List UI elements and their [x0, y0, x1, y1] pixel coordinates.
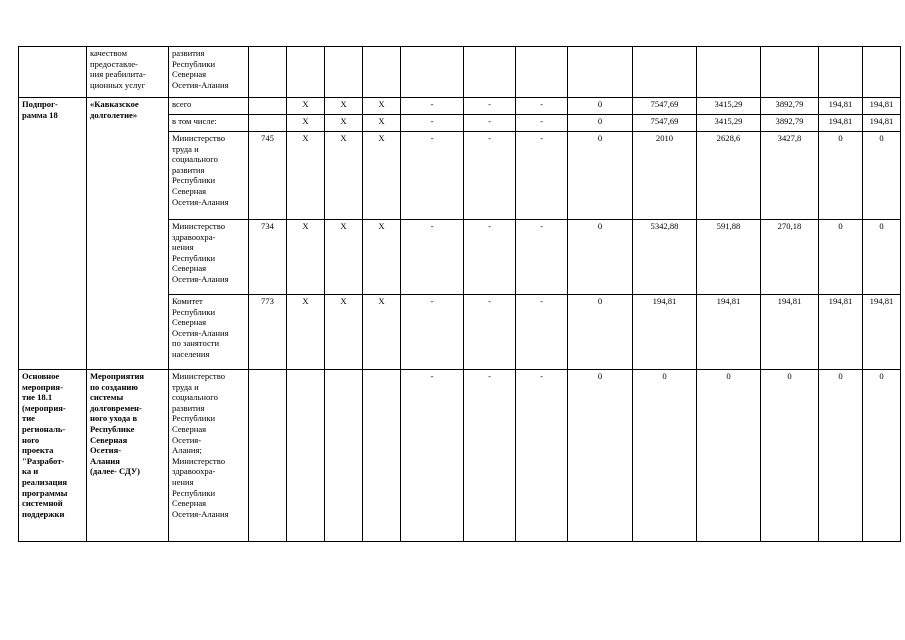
measure-name-cell: Основное мероприя- тие 18.1 (мероприя- тие региональ- ного проекта "Разработ- ка и реализация программы системной поддержки: [19, 370, 87, 542]
table-cell: -: [401, 98, 464, 115]
table-cell: качеством предоставле- ния реабилита- ционных услуг: [87, 47, 169, 98]
row-label-cell: Комитет Республики Северная Осетия-Алания по занятости населения: [169, 295, 249, 370]
table-cell: -: [464, 370, 516, 542]
value-cell: 3415,29: [697, 98, 761, 115]
value-cell: 0: [819, 370, 863, 542]
table-cell: X: [325, 220, 363, 295]
table-cell: [249, 115, 287, 132]
code-cell: 734: [249, 220, 287, 295]
value-cell: 0: [633, 370, 697, 542]
table-cell: X: [325, 295, 363, 370]
table-row: [19, 98, 901, 115]
table-cell: 0: [568, 132, 633, 220]
value-cell: 0: [819, 132, 863, 220]
table-cell: -: [401, 370, 464, 542]
table-cell: X: [287, 132, 325, 220]
table-cell: X: [363, 115, 401, 132]
value-cell: 5342,88: [633, 220, 697, 295]
table-cell: X: [363, 220, 401, 295]
table-cell: 0: [568, 98, 633, 115]
table-cell: [287, 47, 325, 98]
table-cell: [401, 47, 464, 98]
table-cell: [568, 47, 633, 98]
table-cell: -: [464, 220, 516, 295]
value-cell: 194,81: [633, 295, 697, 370]
table-cell: -: [516, 295, 568, 370]
code-cell: 745: [249, 132, 287, 220]
value-cell: 591,88: [697, 220, 761, 295]
table-cell: [249, 98, 287, 115]
table-cell: -: [464, 295, 516, 370]
table-cell: -: [401, 295, 464, 370]
table-cell: [363, 47, 401, 98]
value-cell: 2010: [633, 132, 697, 220]
table-cell: X: [325, 115, 363, 132]
table-cell: [633, 47, 697, 98]
row-label-cell: Министерство труда и социального развития Республики Северная Осетия- Алания; Министерство здравоохра- нения Республики Северная Осетия-Алания: [169, 370, 249, 542]
value-cell: 194,81: [863, 295, 901, 370]
code-cell: 773: [249, 295, 287, 370]
table-cell: X: [325, 132, 363, 220]
table-cell: X: [363, 295, 401, 370]
subprogram-title-cell: «Кавказское долголетие»: [87, 98, 169, 370]
measure-title-cell: Мероприятия по созданию системы долговремен- ного ухода в Республике Северная Осетия- Алания (далее- СДУ): [87, 370, 169, 542]
table-cell: [819, 47, 863, 98]
value-cell: 3415,29: [697, 115, 761, 132]
table-cell: 0: [568, 115, 633, 132]
value-cell: 194,81: [697, 295, 761, 370]
table-cell: X: [363, 132, 401, 220]
value-cell: 0: [863, 132, 901, 220]
table-cell: [464, 47, 516, 98]
value-cell: 194,81: [863, 115, 901, 132]
table-cell: -: [516, 220, 568, 295]
table-cell: X: [363, 98, 401, 115]
table-cell: [516, 47, 568, 98]
value-cell: 3427,8: [761, 132, 819, 220]
table-cell: [249, 47, 287, 98]
value-cell: 270,18: [761, 220, 819, 295]
table-cell: [761, 47, 819, 98]
table-cell: X: [287, 115, 325, 132]
row-label-cell: в том числе:: [169, 115, 249, 132]
table-cell: -: [464, 98, 516, 115]
table-cell: [325, 47, 363, 98]
value-cell: 194,81: [819, 115, 863, 132]
code-cell: [249, 370, 287, 542]
table-cell: X: [325, 98, 363, 115]
table-cell: [697, 47, 761, 98]
table-cell: -: [516, 370, 568, 542]
value-cell: 7547,69: [633, 115, 697, 132]
value-cell: 3892,79: [761, 98, 819, 115]
table-cell: 0: [568, 370, 633, 542]
budget-table: [18, 46, 901, 542]
value-cell: 194,81: [863, 98, 901, 115]
table-cell: развития Республики Северная Осетия-Алания: [169, 47, 249, 98]
table-cell: [325, 370, 363, 542]
value-cell: 194,81: [761, 295, 819, 370]
table-cell: 0: [568, 220, 633, 295]
row-label-cell: Министерство труда и социального развития Республики Северная Осетия-Алания: [169, 132, 249, 220]
table-cell: X: [287, 98, 325, 115]
subprogram-name-cell: Подпрог- рамма 18: [19, 98, 87, 370]
table-row: [19, 370, 901, 542]
table-cell: [287, 370, 325, 542]
value-cell: 0: [863, 370, 901, 542]
value-cell: 194,81: [819, 295, 863, 370]
table-cell: -: [516, 98, 568, 115]
value-cell: 0: [697, 370, 761, 542]
row-label-cell: Министерство здравоохра- нения Республики Северная Осетия-Алания: [169, 220, 249, 295]
table-cell: -: [516, 115, 568, 132]
table-cell: -: [401, 132, 464, 220]
table-cell: [363, 370, 401, 542]
value-cell: 2628,6: [697, 132, 761, 220]
value-cell: 0: [761, 370, 819, 542]
table-cell: -: [516, 132, 568, 220]
value-cell: 0: [863, 220, 901, 295]
table-cell: [863, 47, 901, 98]
table-cell: 0: [568, 295, 633, 370]
value-cell: 194,81: [819, 98, 863, 115]
value-cell: 7547,69: [633, 98, 697, 115]
table-cell: -: [401, 115, 464, 132]
table-cell: -: [401, 220, 464, 295]
row-label-cell: всего: [169, 98, 249, 115]
table-cell: -: [464, 115, 516, 132]
table-cell: X: [287, 295, 325, 370]
table-row: [19, 47, 901, 98]
value-cell: 0: [819, 220, 863, 295]
value-cell: 3892,79: [761, 115, 819, 132]
table-cell: [19, 47, 87, 98]
table-cell: -: [464, 132, 516, 220]
table-cell: X: [287, 220, 325, 295]
